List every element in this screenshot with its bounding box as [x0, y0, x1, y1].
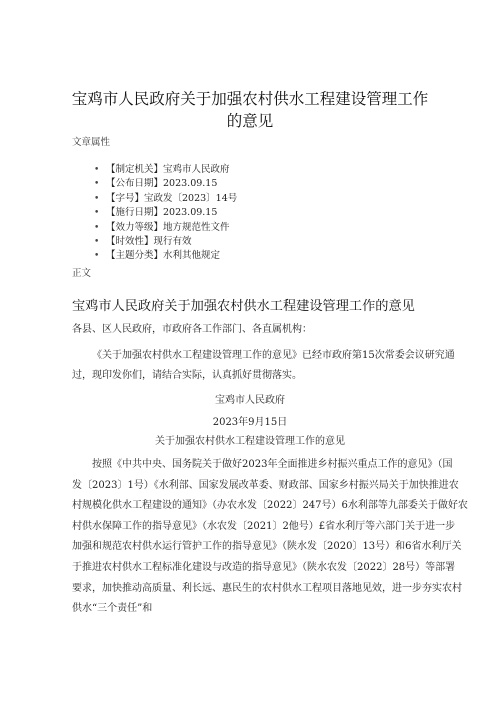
- attribute-item-publish-date: [94, 177, 237, 191]
- document-title: [60, 88, 440, 132]
- attribute-text: 【字号】宝政发〔2023〕14号: [106, 192, 238, 204]
- notice-line: 过，现印发你们，请结合实际，认真抓好贯彻落实。: [72, 370, 302, 381]
- attribute-text: 【制定机关】宝鸡市人民政府: [106, 164, 230, 175]
- bullet-icon: •: [94, 237, 100, 248]
- attribute-item-doc-number: [94, 192, 237, 206]
- main-paragraph: [72, 455, 468, 620]
- attribute-text: 【公布日期】2023.09.15: [106, 178, 218, 190]
- notice-line: 《关于加强农村供水工程建设管理工作的意见》已经市政府第15次常委会议研究通: [92, 350, 455, 361]
- bullet-icon: •: [94, 165, 100, 175]
- attributes-list: [94, 163, 237, 264]
- attribute-item-issuer: [94, 163, 237, 177]
- main-line: 要求，加快推动高质量、利长远、惠民生的农村供水工程项目落地见效，进一步夯实农村: [72, 582, 462, 594]
- bullet-icon: •: [94, 251, 100, 262]
- opinion-subtitle: 关于加强农村供水工程建设管理工作的意见: [155, 436, 345, 447]
- bullet-icon: •: [94, 208, 100, 219]
- main-line: 加强和规范农村供水运行管护工作的指导意见》（陕水发〔2020〕13号）和6省水利厅关: [72, 541, 462, 553]
- main-line: 村供水保障工作的指导意见》（水农发〔2021〕2他号）£省水利厅等六部门关于进一步: [72, 520, 456, 532]
- bullet-icon: •: [94, 179, 100, 190]
- body-title: 宝鸡市人民政府关于加强农村供水工程建设管理工作的意见: [72, 299, 415, 314]
- attribute-text: 【主题分类】水利其他规定: [106, 250, 221, 262]
- main-line: 发〔2023〕1号）《水利部、国家发展改革委、财政部、国家乡村振兴局关于加快推进农: [72, 479, 459, 491]
- main-line: 按照《中共中央、国务院关于做好2023年全面推进乡村振兴重点工作的意见》（国: [92, 459, 453, 470]
- bullet-icon: •: [94, 193, 100, 204]
- attribute-text: 【施行日期】2023.09.15: [106, 207, 218, 219]
- attribute-item-effective-date: [94, 206, 237, 220]
- attributes-heading: 文章属性: [72, 137, 111, 148]
- signer: 宝鸡市人民政府: [215, 395, 285, 406]
- attribute-item-validity: [94, 235, 237, 249]
- attribute-text: 【效力等级】地方规范性文件: [106, 221, 230, 233]
- sign-date: 2023年9月15日: [212, 417, 288, 428]
- main-line: 供水“三个责任”和: [72, 603, 153, 615]
- main-line: 于推进农村供水工程标准化建设与改造的指导意见》（陕水农发〔2022〕28号）等部署: [72, 561, 456, 573]
- attribute-text: 【时效性】现行有效: [106, 236, 192, 248]
- document-title-line-2: 的意见: [226, 112, 274, 130]
- salutation: 各县、区人民政府，市政府各工作部门、各直属机构：: [72, 324, 312, 335]
- attribute-item-category: [94, 249, 237, 263]
- attribute-item-legal-level: [94, 221, 237, 235]
- body-heading: 正文: [72, 268, 92, 279]
- document-title-line-1: 宝鸡市人民政府关于加强农村供水工程建设管理工作: [71, 90, 429, 108]
- bullet-icon: •: [94, 222, 100, 233]
- notice-paragraph: [72, 346, 455, 386]
- main-line: 村规模化供水工程建设的通知》（办农水发〔2022〕247号）6水利部等九部委关于做好农: [72, 500, 468, 512]
